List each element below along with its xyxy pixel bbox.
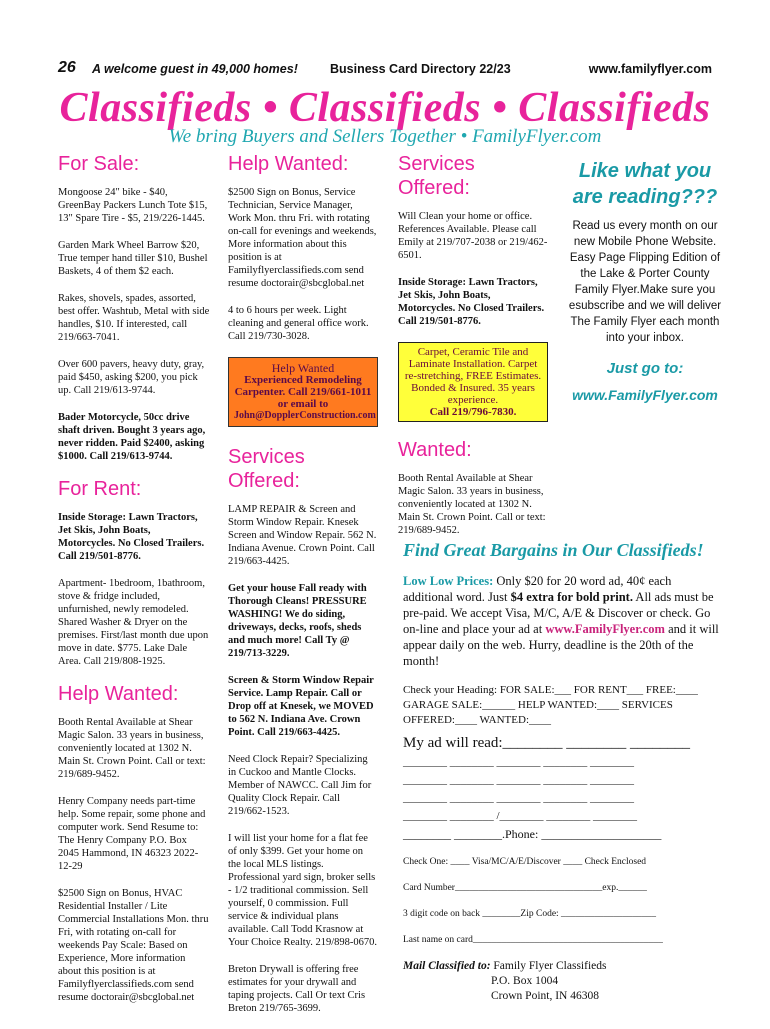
intro-text: All ads must be pre-paid. We accept Visa, M/C, A/E & Discover or check. Go on-line and place your ad at [403, 590, 714, 636]
intro-text: and it will appear daily on the web. Hurry, deadline is the 20th of the month! [403, 622, 719, 668]
list-item: I will list your home for a flat fee of only $399. Get your home on the local MLS listings. Professional yard sign, broker sells - 1/2 traditional commission. Sell yourself, 0 commission. Full service & individual plans available. Call Todd Krasnow at Your Choice Realty. 219/898-0670. [228, 833, 378, 948]
list-item: $2500 Sign on Bonus, Service Technician, Service Manager, Work Mon. thru Fri. with rotating on-call for evenings and weekends, More information about this position is at Familyflyerclassifieds.com send resume doctorair@sbcglobal.net [228, 187, 377, 289]
list-item: Garden Mark Wheel Barrow $20, True temper hand tiller $10, Bushel Baskets, 4 of them $2 each. [58, 240, 208, 277]
list-item: Apartment- 1bedroom, 1bathroom, stove & fridge included, unfurnished, newly remodeled. Shared Washer & Dryer on the premises. First/last month due upon move in date. $775. Lake Dale Area. Call 219/808-1925. [58, 578, 209, 667]
phone-line[interactable]: ________ ________.Phone: ____________________ [403, 827, 662, 841]
intro-text: Only $20 for 20 word ad, 40¢ each additional word. Just [403, 574, 672, 604]
heading-checkboxes[interactable]: Check your Heading: FOR SALE:___ FOR RENT___ FREE:____ GARAGE SALE:______ HELP WANTED:____ SERVICES OFFERED:____ WANTED:____ [403, 684, 698, 726]
promo-go: Just go to: [606, 360, 684, 377]
mail-line: Family Flyer Classifieds [493, 960, 607, 972]
help-wanted-ad-box [228, 357, 378, 427]
classified-order-form [403, 540, 723, 1004]
for-rent-heading: For Rent: [58, 478, 142, 500]
mail-line: Crown Point, IN 46308 [491, 990, 599, 1002]
tagline: We bring Buyers and Sellers Together • FamilyFlyer.com [168, 126, 602, 147]
ad-line[interactable]: ________ ________ ________ ________ ________ [403, 756, 634, 768]
list-item: Will Clean your home or office. References Available. Please call Emily at 219/707-2038 or 219/462-6501. [398, 211, 548, 261]
column-1 [58, 152, 210, 1018]
promo-url[interactable]: www.FamilyFlyer.com [572, 387, 718, 403]
classifieds-banner: Classifieds • Classifieds • Classifieds [59, 85, 711, 131]
mail-line: P.O. Box 1004 [491, 975, 559, 987]
list-item: Over 600 pavers, heavy duty, gray, paid $450, asking $200, you pick up. Call 219/613-9744. [58, 359, 205, 396]
wanted-heading: Wanted: [398, 439, 472, 461]
for-sale-heading: For Sale: [58, 153, 140, 175]
bold-print-text: $4 extra for bold print. [510, 590, 633, 604]
directory-text: Business Card Directory 22/23 [330, 62, 511, 76]
list-item: Screen & Storm Window Repair Service. Lamp Repair. Call or Drop off at Knesek, we MOVED to 562 N. Indiana Ave. Crown Point. Call 219/663-4425. [228, 675, 374, 738]
column-2 [228, 152, 378, 1029]
last-name-field[interactable]: Last name on card________________________________________ [403, 935, 663, 945]
list-item: Mongoose 24" bike - $40, GreenBay Packers Lunch Tote $15, 13" Spare Tire - $5, 219/226-1445. [58, 187, 208, 224]
card-number-field[interactable]: Card Number_______________________________exp.______ [403, 883, 647, 893]
low-prices-label: Low Low Prices: [403, 574, 494, 588]
ad-box-body: Experienced Remodeling Carpenter. Call 219/661-1011 or email to [234, 374, 372, 410]
promo-box [565, 158, 725, 403]
list-item: Henry Company needs part-time help. Some repair, some phone and computer work. Send Resume to: The Henry Company P.O. Box 2045 Hammond, IN 46323 2022-12-29 [58, 796, 206, 872]
help-wanted-heading: Help Wanted: [228, 153, 349, 175]
welcome-text: A welcome guest in 49,000 homes! [92, 62, 298, 76]
list-item: Booth Rental Available at Shear Magic Salon. 33 years in business, conveniently located at 1302 N. Main St. Crown Point. Call or text: 219/689-9452. [398, 473, 546, 536]
list-item: Inside Storage: Lawn Tractors, Jet Skis, John Boats, Motorcycles. No Closed Trailers. Call 219/501-8776. [398, 277, 545, 327]
ad-line[interactable]: ________ ________ ________ ________ ________ [403, 774, 634, 786]
list-item: $2500 Sign on Bonus, HVAC Residential Installer / Lite Commercial Installations Mon. thru Fri, with rotating on-call for weekends Pay Scale: Based on Experience, More information about this position is at Familyflyerclassifieds.com send resume doctorair@sbcglobal.net [58, 888, 209, 1003]
mail-address [403, 959, 723, 1004]
services-offered-heading: Services Offered: [228, 446, 305, 492]
list-item: 4 to 6 hours per week. Light cleaning and general office work. Call 219/730-3028. [228, 305, 369, 342]
ad-box-phone: Call 219/796-7830. [429, 406, 517, 418]
payment-check-one[interactable]: Check One: ____ Visa/MC/A/E/Discover ____ Check Enclosed [403, 857, 647, 867]
services-offered-heading: Services Offered: [398, 153, 475, 199]
help-wanted-heading: Help Wanted: [58, 683, 179, 705]
promo-body: Read us every month on our new Mobile Phone Website. Easy Page Flipping Edition of the Lake & Porter County Family Flyer.Make sure you esubscribe and we will deliver The Family Flyer each month into your inbox. [568, 220, 722, 344]
promo-question: Like what you are reading??? [572, 160, 718, 208]
form-intro [403, 573, 723, 669]
page-number: 26 [58, 59, 76, 76]
mail-label: Mail Classified to: [403, 960, 491, 972]
list-item: Rakes, shovels, spades, assorted, best offer. Washtub, Metal with side handles, $10. If interested, call 219/663-7041. [58, 293, 210, 343]
ad-line[interactable]: ________ ________ /________ ________ ________ [403, 810, 638, 822]
site-link[interactable]: www.familyflyer.com [588, 62, 712, 76]
list-item: Bader Motorcycle, 50cc drive shaft driven. Bought 3 years ago, never ridden. Paid $2400, asking $1000. Call 219/613-9744. [58, 412, 206, 462]
carpet-ad-box [398, 342, 548, 422]
my-ad-line[interactable]: My ad will read:________ ________ ________ [403, 735, 691, 751]
page-header [40, 59, 720, 81]
list-item: Need Clock Repair? Specializing in Cuckoo and Mantle Clocks. Member of NAWCC. Call Jim for Quality Clock Repair. Call 219/662-1523. [228, 754, 372, 817]
list-item: LAMP REPAIR & Screen and Storm Window Repair. Knesek Screen and Window Repair. 562 N. Indiana Avenue. Crown Point. Call 219/663-4425. [228, 504, 377, 567]
form-heading: Find Great Bargains in Our Classifieds! [403, 540, 704, 560]
ad-box-email[interactable]: John@DopplerConstruction.com [234, 410, 376, 421]
ad-box-body: Carpet, Ceramic Tile and Laminate Installation. Carpet re-stretching, FREE Estimates. Bonded & Insured. 35 years experience. [404, 346, 542, 406]
list-item: Breton Drywall is offering free estimates for your drywall and taping projects. Call Or text Cris Breton 219/765-3699. [228, 964, 366, 1014]
ad-box-title: Help Wanted [271, 361, 335, 375]
list-item: Booth Rental Available at Shear Magic Salon. 33 years in business, conveniently located at 1302 N. Main St. Crown Point. Call or text: 219/689-9452. [58, 717, 206, 780]
column-3 [398, 152, 548, 551]
code-zip-field[interactable]: 3 digit code on back ________Zip Code: ____________________ [403, 909, 657, 919]
list-item: Get your house Fall ready with Thorough Cleans! PRESSURE WASHING! We do siding, driveways, decks, roofs, sheds and much more! Call Ty @ 219/713-3229. [228, 583, 367, 659]
list-item: Inside Storage: Lawn Tractors, Jet Skis, John Boats, Motorcycles. No Closed Trailers. Call 219/501-8776. [58, 512, 205, 562]
form-site-link[interactable]: www.FamilyFlyer.com [545, 622, 665, 636]
ad-line[interactable]: ________ ________ ________ ________ ________ [403, 792, 634, 804]
